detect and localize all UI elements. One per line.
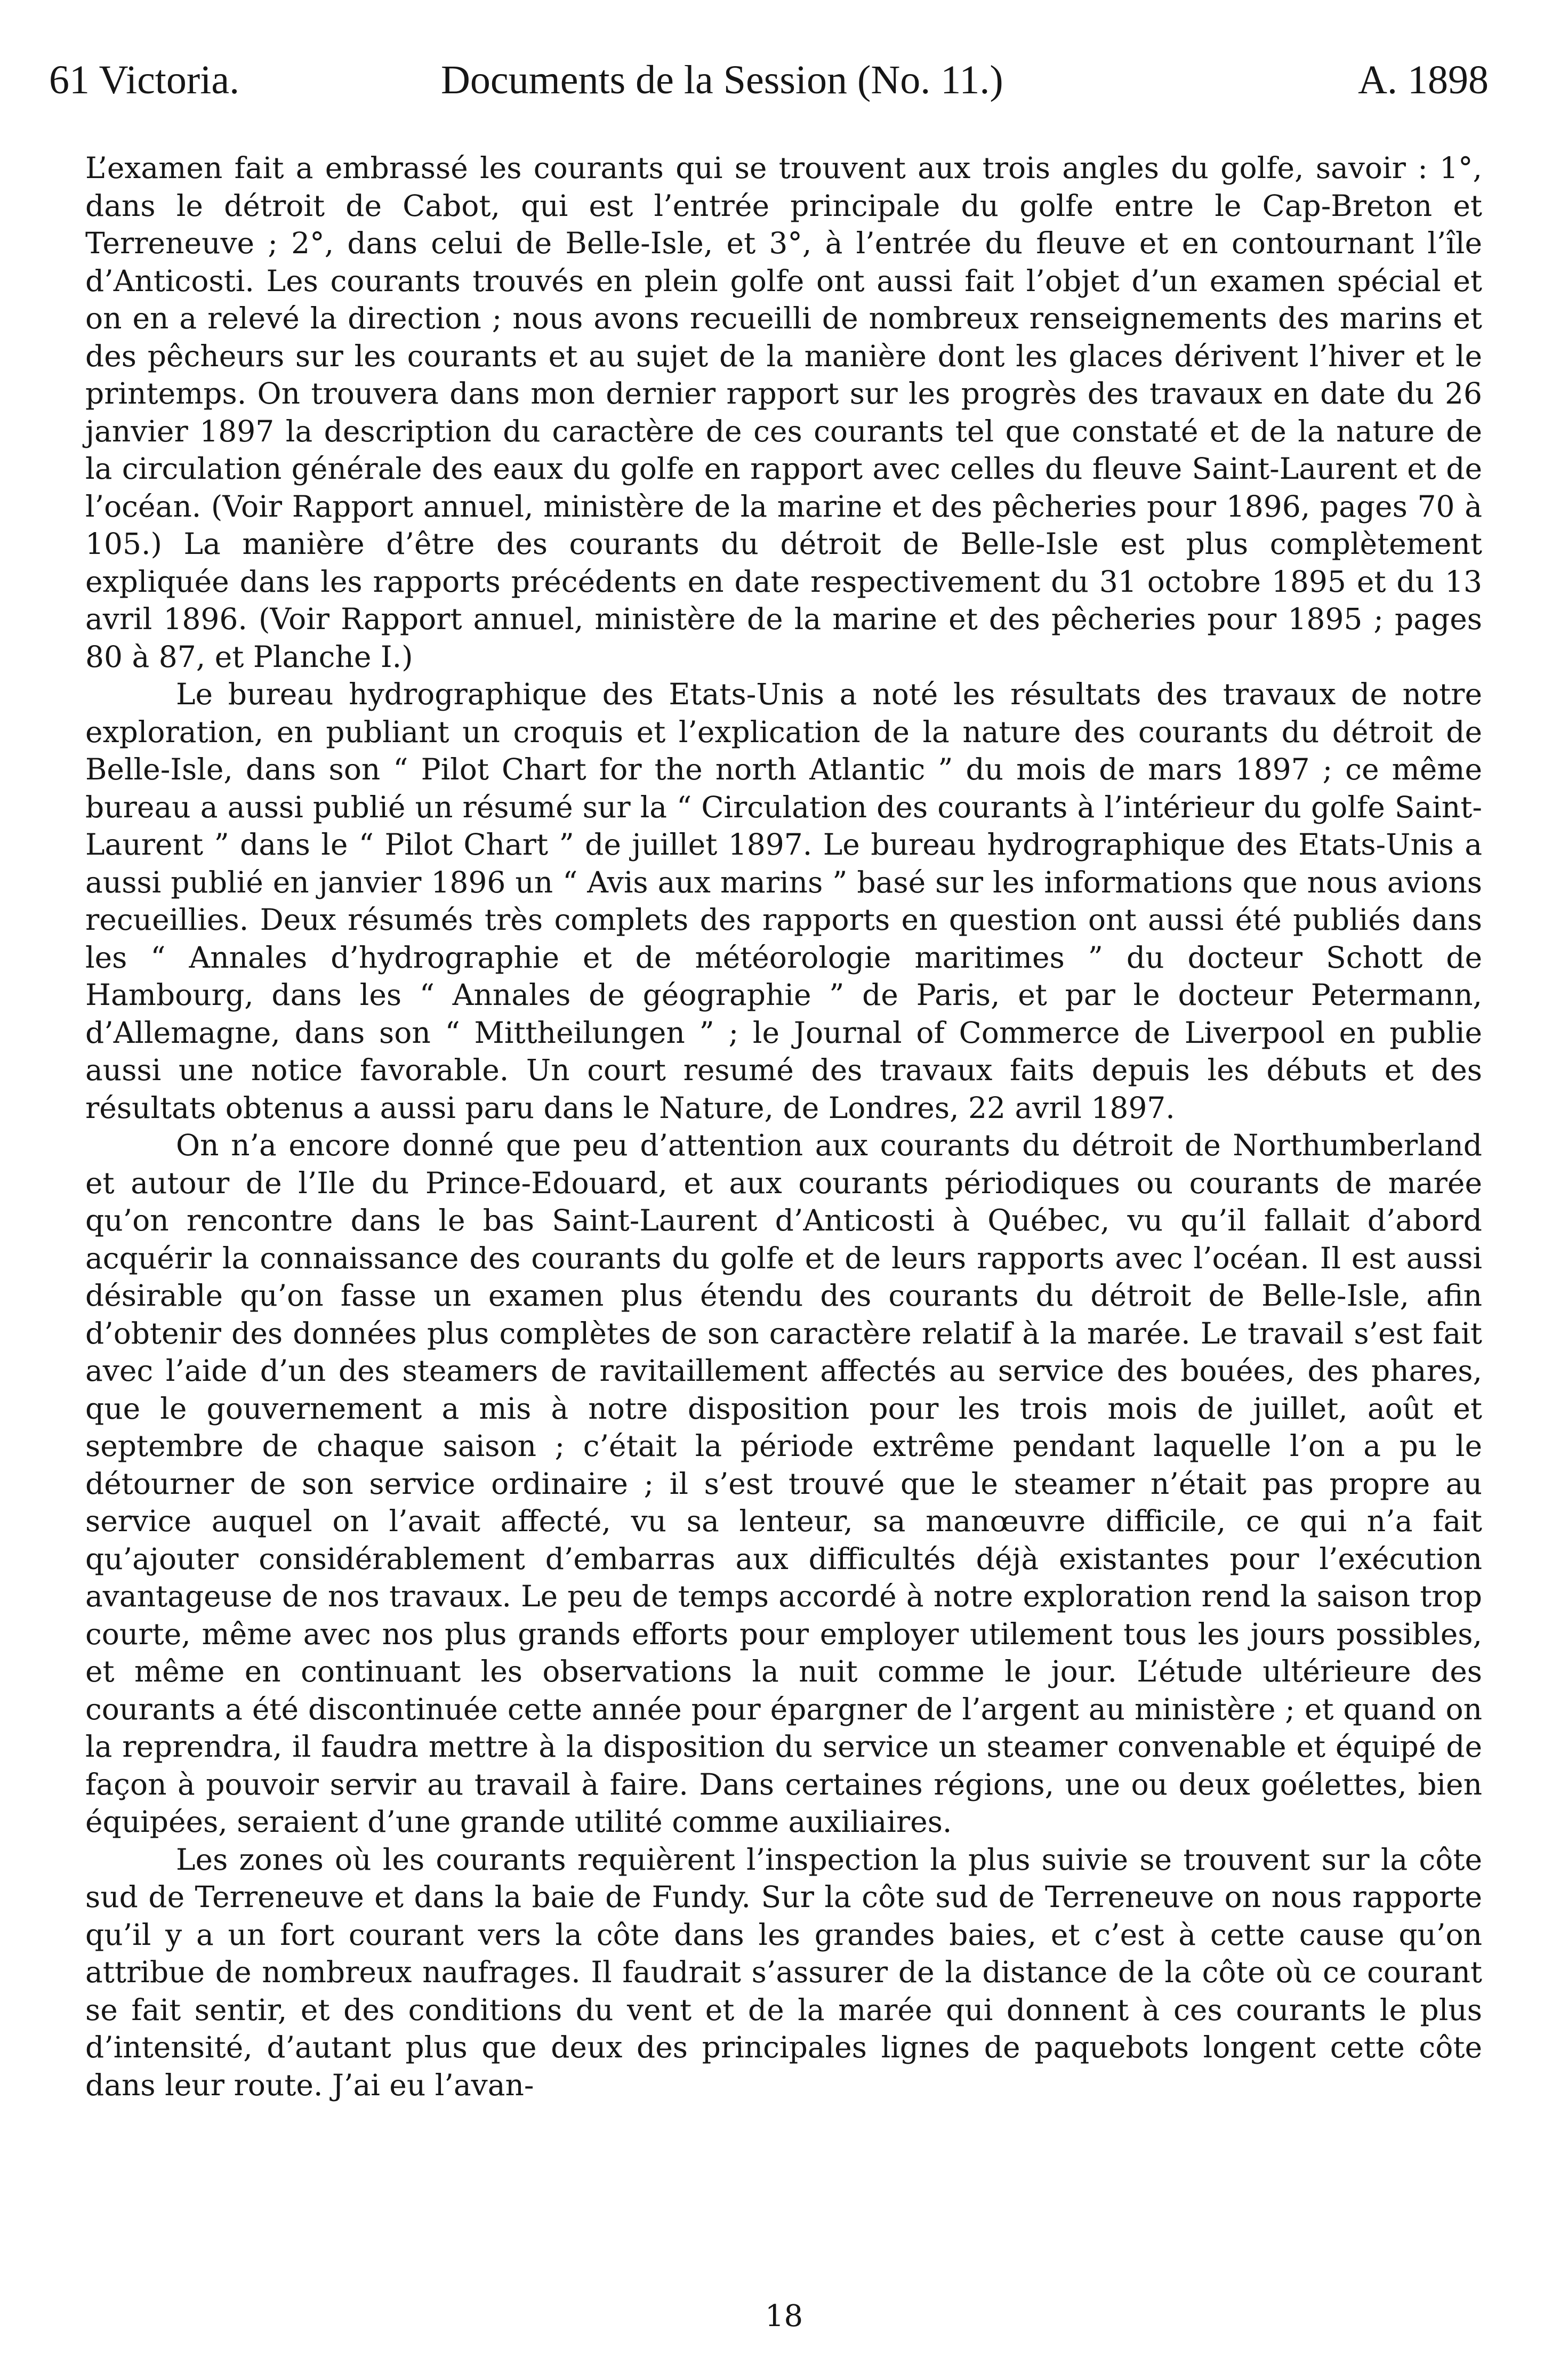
running-header: [49, 51, 1489, 109]
body-text: [85, 149, 1482, 2104]
paragraph-1: L’examen fait a embrassé les courants qui se trouvent aux trois angles du golfe, savoir : 1°, dans le détroit de Cabot, qui est l’entrée principale du golfe entre le Cap-Breton et Terreneuve ; 2°, dans celui de Belle-Isle, et 3°, à l’entrée du fleuve et en contournant l’île d’Anticosti. Les courants trouvés en plein golfe ont aussi fait l’objet d’un examen spécial et on en a relevé la direction ; nous avons recueilli de nombreux renseignements des marins et des pêcheurs sur les courants et au sujet de la manière dont les glaces dérivent l’hiver et le printemps. On trouvera dans mon dernier rapport sur les progrès des travaux en date du 26 janvier 1897 la description du caractère de ces courants tel que constaté et de la nature de la circulation générale des eaux du golfe en rapport avec celles du fleuve Saint-Laurent et de l’océan. (Voir Rapport annuel, ministère de la marine et des pêcheries pour 1896, pages 70 à 105.) La manière d’être des courants du détroit de Belle-Isle est plus complètement expliquée dans les rapports précédents en date respectivement du 31 octobre 1895 et du 13 avril 1896. (Voir Rapport annuel, ministère de la marine et des pêcheries pour 1895 ; pages 80 à 87, et Planche I.): [85, 151, 1482, 674]
header-regnal-year: 61 Victoria.: [49, 58, 240, 102]
paragraph-3: On n’a encore donné que peu d’attention aux courants du détroit de Northumberland et autour de l’Ile du Prince-Edouard, et aux courants périodiques ou courants de marée qu’on rencontre dans le bas Saint-Laurent d’Anticosti à Québec, vu qu’il fallait d’abord acquérir la connaissance des courants du golfe et de leurs rapports avec l’océan. Il est aussi désirable qu’on fasse un examen plus étendu des courants du détroit de Belle-Isle, afin d’obtenir des données plus complètes de son caractère relatif à la marée. Le travail s’est fait avec l’aide d’un des steamers de ravitaillement affectés au service des bouées, des phares, que le gouvernement a mis à notre disposition pour les trois mois de juillet, août et septembre de chaque saison ; c’était la période extrême pendant laquelle l’on a pu le détourner de son service ordinaire ; il s’est trouvé que le steamer n’était pas propre au service auquel on l’avait affecté, vu sa lenteur, sa manœuvre difficile, ce qui n’a fait qu’ajouter considérablement d’embarras aux difficultés déjà existantes pour l’exécution avantageuse de nos travaux. Le peu de temps accordé à notre exploration rend la saison trop courte, même avec nos plus grands efforts pour employer utilement tous les jours possibles, et même en continuant les observations la nuit comme le jour. L’étude ultérieure des courants a été discontinuée cette année pour épargner de l’argent au ministère ; et quand on la reprendra, il faudra mettre à la disposition du service un steamer convenable et équipé de façon à pouvoir servir au travail à faire. Dans certaines régions, une ou deux goélettes, bien équipées, seraient d’une grande utilité comme auxiliaires.: [85, 1128, 1482, 1839]
header-year: A. 1898: [1358, 58, 1489, 102]
header-session-title: Documents de la Session (No. 11.): [441, 58, 1003, 102]
page-number: 18: [765, 2299, 803, 2334]
paragraph-4: Les zones où les courants requièrent l’inspection la plus suivie se trouvent sur la côte sud de Terreneuve et dans la baie de Fundy. Sur la côte sud de Terreneuve on nous rapporte qu’il y a un fort courant vers la côte dans les grandes baies, et c’est à cette cause qu’on attribue de nombreux naufrages. Il faudrait s’assurer de la distance de la côte où ce courant se fait sentir, et des conditions du vent et de la marée qui donnent à ces courants le plus d’intensité, d’autant plus que deux des principales lignes de paquebots longent cette côte dans leur route. J’ai eu l’avan-: [85, 1842, 1482, 2102]
paragraph-2: Le bureau hydrographique des Etats-Unis a noté les résultats des travaux de notre exploration, en publiant un croquis et l’explication de la nature des courants du détroit de Belle-Isle, dans son “ Pilot Chart for the north Atlantic ” du mois de mars 1897 ; ce même bureau a aussi publié un résumé sur la “ Circulation des courants à l’intérieur du golfe Saint-Laurent ” dans le “ Pilot Chart ” de juillet 1897. Le bureau hydrographique des Etats-Unis a aussi publié en janvier 1896 un “ Avis aux marins ” basé sur les informations que nous avions recueillies. Deux résumés très complets des rapports en question ont aussi été publiés dans les “ Annales d’hydrographie et de météorologie maritimes ” du docteur Schott de Hambourg, dans les “ Annales de géographie ” de Paris, et par le docteur Petermann, d’Allemagne, dans son “ Mittheilungen ” ; le Journal of Commerce de Liverpool en publie aussi une notice favorable. Un court resumé des travaux faits depuis les débuts et des résultats obtenus a aussi paru dans le Nature, de Londres, 22 avril 1897.: [85, 677, 1482, 1125]
